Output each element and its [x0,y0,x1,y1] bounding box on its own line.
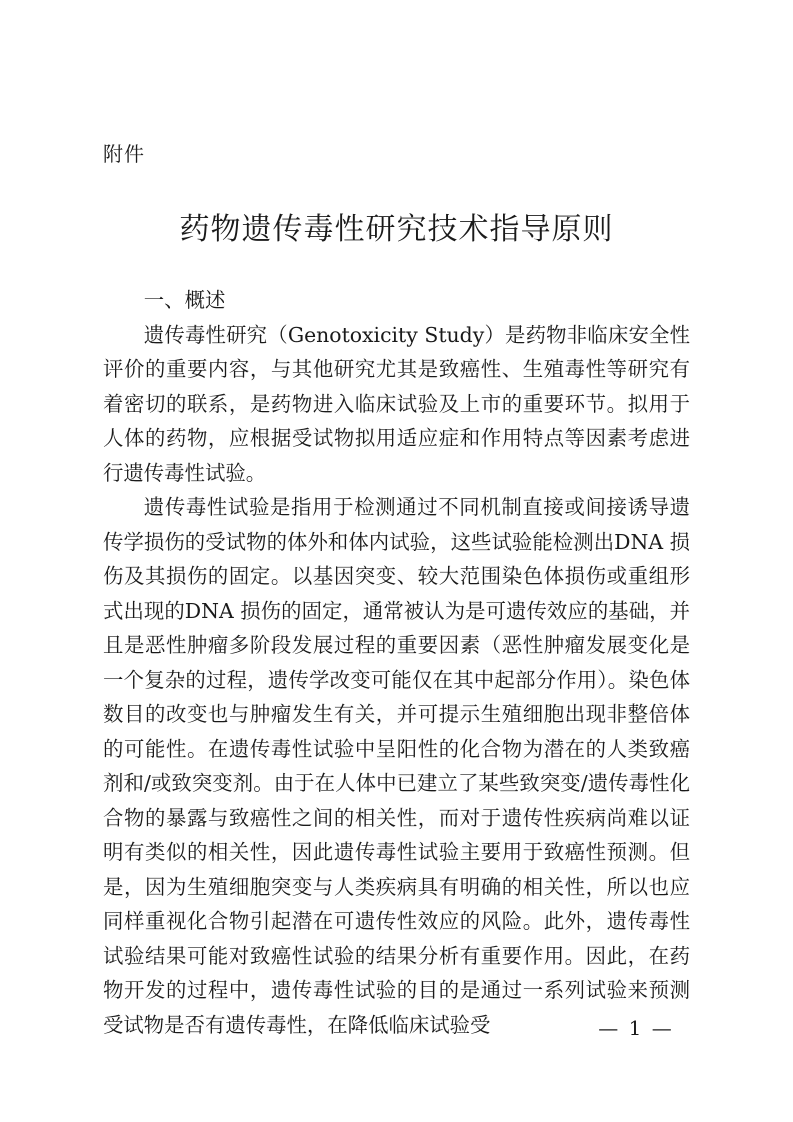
document-title: 药物遗传毒性研究技术指导原则 [179,212,614,247]
attachment-label: 附件 [103,142,145,166]
document-body [103,283,690,1042]
paragraph-genotoxicity-tests: 遗传毒性试验是指用于检测通过不同机制直接或间接诱导遗传学损伤的受试物的体外和体内试验，这些试验能检测出DNA 损伤及其损伤的固定。以基因突变、较大范围染色体损伤或重组形式出现的DNA 损伤的固定，通常被认为是可遗传效应的基础，并且是恶性肿瘤多阶段发展过程的重要因素（恶性肿瘤发展变化是一个复杂的过程，遗传学改变可能仅在其中起部分作用）。染色体数目的改变也与肿瘤发生有关，并可提示生殖细胞出现非整倍体的可能性。在遗传毒性试验中呈阳性的化合物为潜在的人类致癌剂和/或致突变剂。由于在人体中已建立了某些致突变/遗传毒性化合物的暴露与致癌性之间的相关性，而对于遗传性疾病尚难以证明有类似的相关性，因此遗传毒性试验主要用于致癌性预测。但是，因为生殖细胞突变与人类疾病具有明确的相关性，所以也应同样重视化合物引起潜在可遗传性效应的风险。此外，遗传毒性试验结果可能对致癌性试验的结果分析有重要作用。因此，在药物开发的过程中，遗传毒性试验的目的是通过一系列试验来预测受试物是否有遗传毒性，在降低临床试验受 [103,495,690,1037]
section-heading-overview: 一、概述 [143,288,226,312]
page-number: — 1 — [598,1016,674,1040]
paragraph-intro: 遗传毒性研究（Genotoxicity Study）是药物非临床安全性评价的重要内容，与其他研究尤其是致癌性、生殖毒性等研究有着密切的联系，是药物进入临床试验及上市的重要环节。拟用于人体的药物，应根据受试物拟用适应症和作用特点等因素考虑进行遗传毒性试验。 [103,322,690,485]
